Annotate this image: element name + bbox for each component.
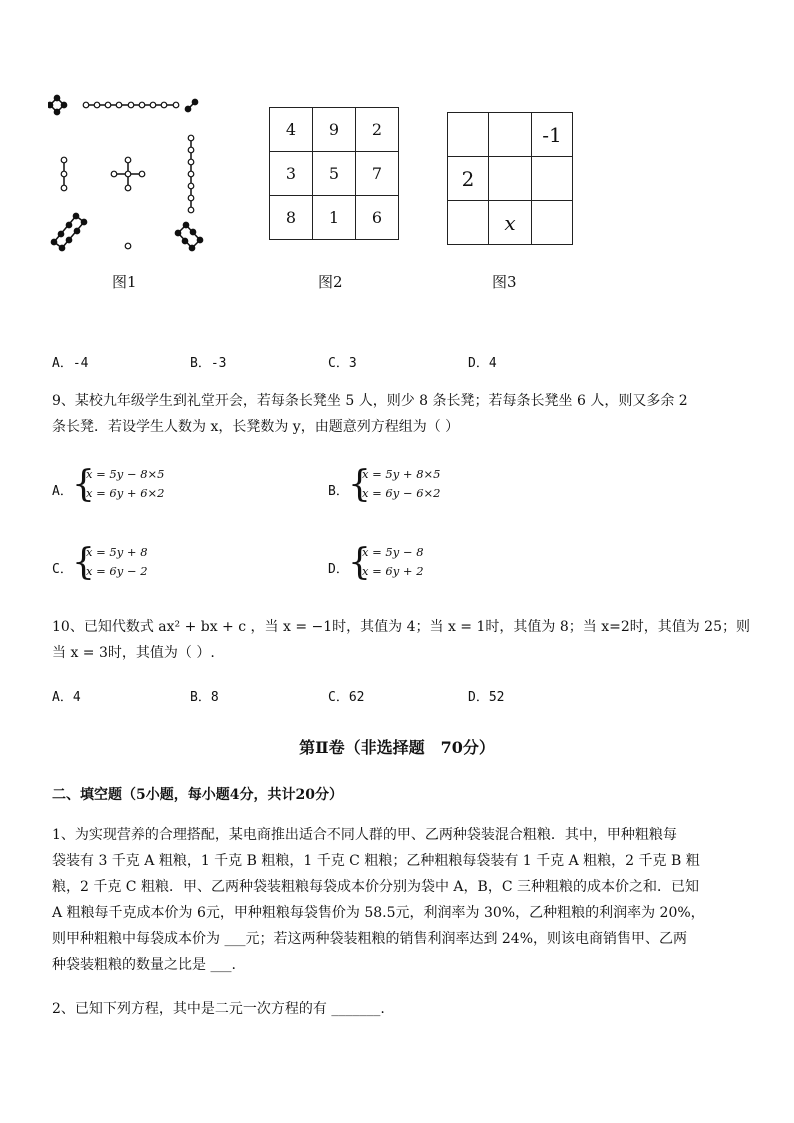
q8-option-c: C．3 <box>328 356 357 371</box>
grid2-cell: 1 <box>313 196 356 240</box>
q8-option-b: B．-3 <box>190 356 227 371</box>
q9-option-a-system <box>86 465 164 503</box>
q9-option-b-system <box>362 465 440 503</box>
figure-3-caption: 图3 <box>492 273 517 291</box>
grid2-cell: 9 <box>313 108 356 152</box>
grid2-cell: 8 <box>270 196 313 240</box>
q10-option-a: A．4 <box>52 690 81 705</box>
grid3-cell: -1 <box>532 113 573 157</box>
fill-q1-line-4: A 粗粮每千克成本价为 6元，甲种粗粮每袋售价为 58.5元，利润率为 30%，乙种粗粮的利润率为 20%， <box>52 905 705 921</box>
q9-option-a-eq2: x = 6y + 6×2 <box>86 486 165 500</box>
q9-option-a-eq1: x = 5y − 8×5 <box>86 467 165 481</box>
q9-option-a-brace: { <box>72 464 95 505</box>
figure-3-magic-square <box>447 112 573 245</box>
q10-option-d: D．52 <box>468 690 505 705</box>
q10-option-b: B．8 <box>190 690 219 705</box>
q10-stem-line-2: 当 x = 3时，其值为（ ）. <box>52 645 215 661</box>
fill-question-1 <box>52 822 752 978</box>
q8-option-d: D．4 <box>468 356 497 371</box>
grid2-cell: 3 <box>270 152 313 196</box>
grid3-cell: 2 <box>448 157 489 201</box>
fill-q1-line-1: 1、为实现营养的合理搭配，某电商推出适合不同人群的甲、乙两种袋装混合粗粮．其中，甲种粗粮每 <box>52 827 677 843</box>
fill-q1-line-6: 种袋装粗粮的数量之比是 ___. <box>52 957 236 973</box>
q9-option-c-brace: { <box>72 542 95 583</box>
figure-2-caption: 图2 <box>318 273 343 291</box>
q9-option-a-label: A． <box>52 484 73 499</box>
q9-option-b-brace: { <box>348 464 371 505</box>
grid3-cell <box>448 201 489 245</box>
figure-2-magic-square <box>269 107 399 240</box>
grid3-cell <box>448 113 489 157</box>
q10-stem-line-1: 10、已知代数式 ax² + bx + c ，当 x = −1时，其值为 4；当 x = 1时，其值为 8；当 x=2时，其值为 25；则 <box>52 619 750 635</box>
figure-1-caption: 图1 <box>112 273 137 291</box>
grid2-cell: 5 <box>313 152 356 196</box>
fill-q1-line-5: 则甲种粗粮中每袋成本价为 ___元；若这两种袋装粗粮的销售利润率达到 24%，则该电商销售甲、乙两 <box>52 931 688 947</box>
fill-q1-line-3: 粮，2 千克 C 粗粮．甲、乙两种袋装粗粮每袋成本价分别为袋中 A，B，C 三种粗粮的成本价之和．已知 <box>52 879 699 895</box>
q9-option-d-brace: { <box>348 542 371 583</box>
q9-option-d-eq2: x = 6y + 2 <box>362 564 424 578</box>
grid3-cell <box>489 157 532 201</box>
q9-option-b-eq1: x = 5y + 8×5 <box>362 467 441 481</box>
q9-option-c-eq2: x = 6y − 2 <box>86 564 148 578</box>
fill-question-2: 2、已知下列方程，其中是二元一次方程的有 _______. <box>52 1001 385 1017</box>
q9-stem-line-2: 条长凳．若设学生人数为 x，长凳数为 y，由题意列方程组为（ ） <box>52 419 460 435</box>
grid2-cell: 4 <box>270 108 313 152</box>
grid2-cell: 6 <box>356 196 399 240</box>
q8-option-a: A．-4 <box>52 356 89 371</box>
grid2-cell: 2 <box>356 108 399 152</box>
section-2-title: 二、填空题（5小题，每小题4分，共计20分） <box>52 787 343 803</box>
q9-stem-line-1: 9、某校九年级学生到礼堂开会，若每条长凳坐 5 人，则少 8 条长凳；若每条长凳坐 6 人，则又多余 2 <box>52 393 688 409</box>
part-2-title: 第Ⅱ卷（非选择题 70分） <box>299 738 495 757</box>
grid3-cell: x <box>489 201 532 245</box>
q9-option-c-system <box>86 543 148 581</box>
q10-option-c: C．62 <box>328 690 365 705</box>
q9-option-d-system <box>362 543 424 581</box>
fill-q1-line-2: 袋装有 3 千克 A 粗粮，1 千克 B 粗粮，1 千克 C 粗粮；乙种粗粮每袋装有 1 千克 A 粗粮，2 千克 B 粗 <box>52 853 700 869</box>
figure-1-bead-diagram <box>48 90 208 260</box>
q9-option-d-label: D． <box>328 562 349 577</box>
q9-option-b-label: B． <box>328 484 349 499</box>
q9-option-c-label: C． <box>52 562 73 577</box>
q9-option-c-eq1: x = 5y + 8 <box>86 545 148 559</box>
grid3-cell <box>532 201 573 245</box>
grid2-cell: 7 <box>356 152 399 196</box>
q9-option-b-eq2: x = 6y − 6×2 <box>362 486 441 500</box>
q9-option-d-eq1: x = 5y − 8 <box>362 545 424 559</box>
grid3-cell <box>489 113 532 157</box>
grid3-cell <box>532 157 573 201</box>
